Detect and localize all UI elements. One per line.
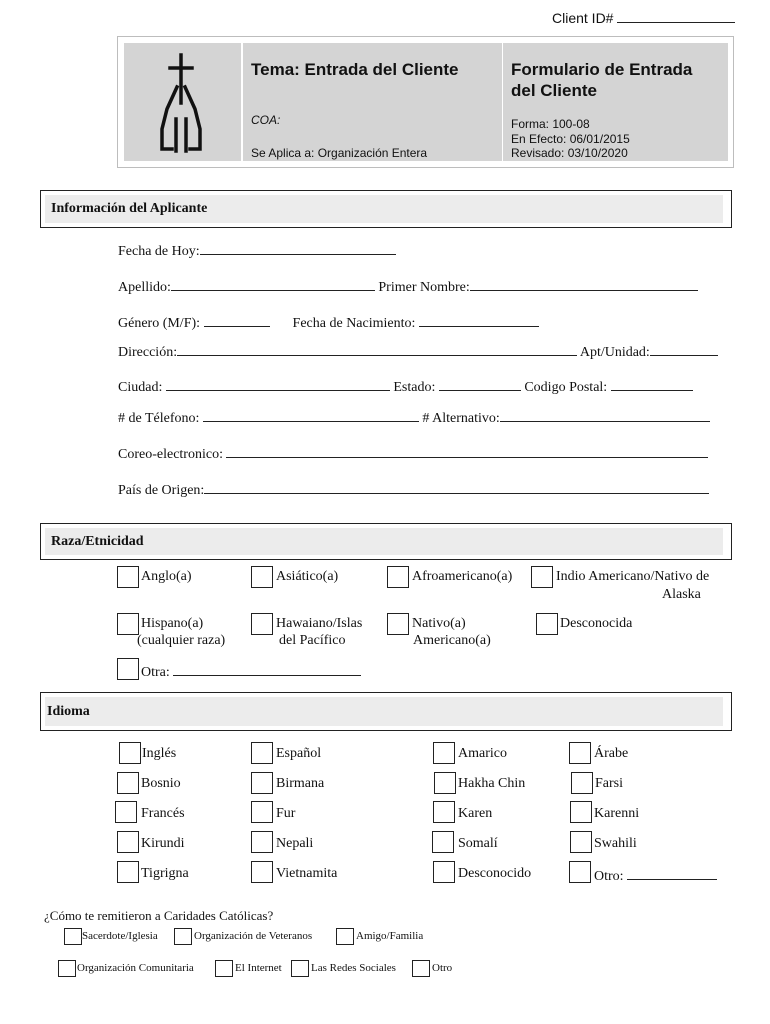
ref-redes-checkbox[interactable] — [291, 960, 309, 977]
zip-field[interactable] — [611, 377, 693, 391]
race-otra-field[interactable] — [173, 662, 361, 676]
ref-amigo-checkbox[interactable] — [336, 928, 354, 945]
phone-row — [118, 408, 710, 427]
tema-panel — [242, 43, 502, 161]
dob-field[interactable] — [419, 313, 539, 327]
email-row — [118, 444, 708, 463]
section-title: Idioma — [47, 703, 90, 719]
city-field[interactable] — [166, 377, 390, 391]
race-nativo-label-line2: Americano(a) — [413, 633, 491, 648]
lang-somali-label: Somalí — [458, 836, 498, 851]
client-id-field[interactable] — [617, 9, 735, 23]
today-date-label: Fecha de Hoy: — [118, 244, 200, 259]
last-name-label: Apellido: — [118, 280, 171, 295]
lang-desconocido-checkbox[interactable] — [433, 861, 455, 883]
country-row — [118, 480, 709, 499]
race-afro-checkbox[interactable] — [387, 566, 409, 588]
lang-arabe-label: Árabe — [594, 746, 629, 761]
race-afro-label: Afroamericano(a) — [412, 569, 513, 584]
ref-internet-checkbox[interactable] — [215, 960, 233, 977]
lang-ingles-checkbox[interactable] — [119, 742, 141, 764]
lang-birmana-checkbox[interactable] — [251, 772, 273, 794]
lang-somali-checkbox[interactable] — [432, 831, 454, 853]
state-label: Estado: — [393, 380, 436, 395]
race-hawaiano-checkbox[interactable] — [251, 613, 273, 635]
section-race — [40, 523, 732, 560]
race-desconocida-label: Desconocida — [560, 616, 633, 631]
race-asiatico-label: Asiático(a) — [276, 569, 339, 584]
alt-phone-field[interactable] — [500, 408, 710, 422]
ref-comunitaria-checkbox[interactable] — [58, 960, 76, 977]
lang-ingles-label: Inglés — [142, 746, 177, 761]
apt-field[interactable] — [650, 342, 718, 356]
race-otra-checkbox[interactable] — [117, 658, 139, 680]
ref-amigo-label: Amigo/Familia — [356, 930, 424, 942]
lang-swahili-checkbox[interactable] — [570, 831, 592, 853]
section-language — [40, 692, 732, 731]
lang-swahili-label: Swahili — [594, 836, 637, 851]
race-nativo-checkbox[interactable] — [387, 613, 409, 635]
lang-desconocido-label: Desconocido — [458, 866, 532, 881]
referral-question: ¿Cómo te remitieron a Caridades Católicas? — [44, 908, 274, 923]
race-anglo-label: Anglo(a) — [141, 569, 192, 584]
race-desconocida-checkbox[interactable] — [536, 613, 558, 635]
last-name-field[interactable] — [171, 277, 375, 291]
coa-label: COA: — [251, 113, 281, 127]
lang-farsi-label: Farsi — [595, 776, 623, 791]
lang-otro-label: Otro: — [594, 869, 624, 884]
race-hispano-label-line2: (cualquier raza) — [137, 633, 226, 648]
tema-title: Tema: Entrada del Cliente — [251, 60, 459, 79]
gender-label: Género (M/F): — [118, 316, 201, 331]
today-date-field[interactable] — [200, 241, 396, 255]
lang-vietnamita-label: Vietnamita — [276, 866, 338, 881]
lang-farsi-checkbox[interactable] — [571, 772, 593, 794]
race-hispano-checkbox[interactable] — [117, 613, 139, 635]
lang-kirundi-checkbox[interactable] — [117, 831, 139, 853]
address-label: Dirección: — [118, 345, 178, 360]
lang-otro-checkbox[interactable] — [569, 861, 591, 883]
ref-redes-label: Las Redes Sociales — [311, 962, 396, 974]
name-row — [118, 277, 698, 296]
race-indio-checkbox[interactable] — [531, 566, 553, 588]
gender-field[interactable] — [204, 313, 270, 327]
form-title-line1: Formulario de Entrada — [511, 60, 693, 79]
lang-bosnio-label: Bosnio — [141, 776, 181, 791]
section-title: Información del Aplicante — [51, 201, 208, 216]
aplica-label: Se Aplica a: Organización Entera — [251, 146, 428, 160]
section-title: Raza/Etnicidad — [51, 533, 144, 549]
form-number: Forma: 100-08 — [511, 117, 590, 131]
ref-comunitaria-label: Organización Comunitaria — [77, 962, 194, 974]
effective-date: En Efecto: 06/01/2015 — [511, 132, 630, 146]
first-name-field[interactable] — [470, 277, 698, 291]
race-otra-label: Otra: — [141, 665, 170, 680]
lang-arabe-checkbox[interactable] — [569, 742, 591, 764]
ref-sacerdote-label: Sacerdote/Iglesia — [82, 930, 158, 942]
state-field[interactable] — [439, 377, 521, 391]
race-hispano-label-line1: Hispano(a) — [141, 616, 204, 631]
ref-internet-label: El Internet — [235, 962, 282, 974]
ref-otro-checkbox[interactable] — [412, 960, 430, 977]
client-id-row — [552, 9, 735, 26]
dob-label: Fecha de Nacimiento: — [292, 316, 416, 331]
email-label: Coreo-electronico: — [118, 447, 223, 462]
logo-panel — [124, 43, 241, 161]
lang-frances-label: Francés — [141, 806, 185, 821]
lang-amarico-checkbox[interactable] — [433, 742, 455, 764]
ref-veteranos-checkbox[interactable] — [174, 928, 192, 945]
zip-label: Codigo Postal: — [524, 380, 608, 395]
country-field[interactable] — [204, 480, 709, 494]
lang-espanol-checkbox[interactable] — [251, 742, 273, 764]
lang-fur-checkbox[interactable] — [251, 801, 273, 823]
ref-sacerdote-checkbox[interactable] — [64, 928, 82, 945]
lang-nepali-label: Nepali — [276, 836, 314, 851]
lang-vietnamita-checkbox[interactable] — [251, 861, 273, 883]
race-hawaiano-label-line2: del Pacífico — [279, 633, 346, 648]
race-hawaiano-label-line1: Hawaiano/Islas — [276, 616, 363, 631]
address-row — [118, 342, 718, 361]
catholic-charities-logo-icon — [124, 43, 241, 161]
form-header — [117, 36, 734, 168]
lang-hakha-label: Hakha Chin — [458, 776, 526, 791]
revised-date: Revisado: 03/10/2020 — [511, 146, 628, 160]
first-name-label: Primer Nombre: — [378, 280, 470, 295]
lang-karenni-label: Karenni — [594, 806, 640, 821]
address-field[interactable] — [177, 342, 577, 356]
lang-karen-checkbox[interactable] — [433, 801, 455, 823]
client-id-label: Client ID# — [552, 10, 614, 26]
race-anglo-checkbox[interactable] — [117, 566, 139, 588]
lang-fur-label: Fur — [276, 806, 296, 821]
race-indio-label-line2: Alaska — [662, 587, 701, 602]
race-otra-row — [141, 662, 361, 681]
lang-otro-field[interactable] — [627, 866, 717, 880]
lang-kirundi-label: Kirundi — [141, 836, 185, 851]
gender-dob-row — [118, 313, 539, 332]
lang-frances-checkbox[interactable] — [115, 801, 137, 823]
lang-espanol-label: Español — [276, 746, 322, 761]
lang-hakha-checkbox[interactable] — [434, 772, 456, 794]
race-nativo-label-line1: Nativo(a) — [412, 616, 466, 631]
city-row — [118, 377, 693, 396]
race-asiatico-checkbox[interactable] — [251, 566, 273, 588]
phone-field[interactable] — [203, 408, 419, 422]
alt-phone-label: # Alternativo: — [422, 411, 500, 426]
lang-karen-label: Karen — [458, 806, 493, 821]
form-title-line2: del Cliente — [511, 81, 597, 100]
lang-otro-row — [594, 866, 717, 885]
lang-tigrigna-label: Tigrigna — [141, 866, 189, 881]
lang-bosnio-checkbox[interactable] — [117, 772, 139, 794]
section-applicant-info — [40, 190, 732, 228]
form-info-panel — [502, 43, 728, 161]
lang-nepali-checkbox[interactable] — [251, 831, 273, 853]
lang-tigrigna-checkbox[interactable] — [117, 861, 139, 883]
today-date-row — [118, 241, 396, 260]
phone-label: # de Télefono: — [118, 411, 200, 426]
lang-karenni-checkbox[interactable] — [570, 801, 592, 823]
ref-otro-label: Otro — [432, 962, 453, 974]
email-field[interactable] — [226, 444, 708, 458]
lang-birmana-label: Birmana — [276, 776, 325, 791]
ref-veteranos-label: Organización de Veteranos — [194, 930, 313, 942]
city-label: Ciudad: — [118, 380, 163, 395]
race-indio-label-line1: Indio Americano/Nativo de — [556, 569, 710, 584]
lang-amarico-label: Amarico — [458, 746, 507, 761]
country-label: País de Origen: — [118, 483, 205, 498]
apt-label: Apt/Unidad: — [579, 345, 650, 360]
